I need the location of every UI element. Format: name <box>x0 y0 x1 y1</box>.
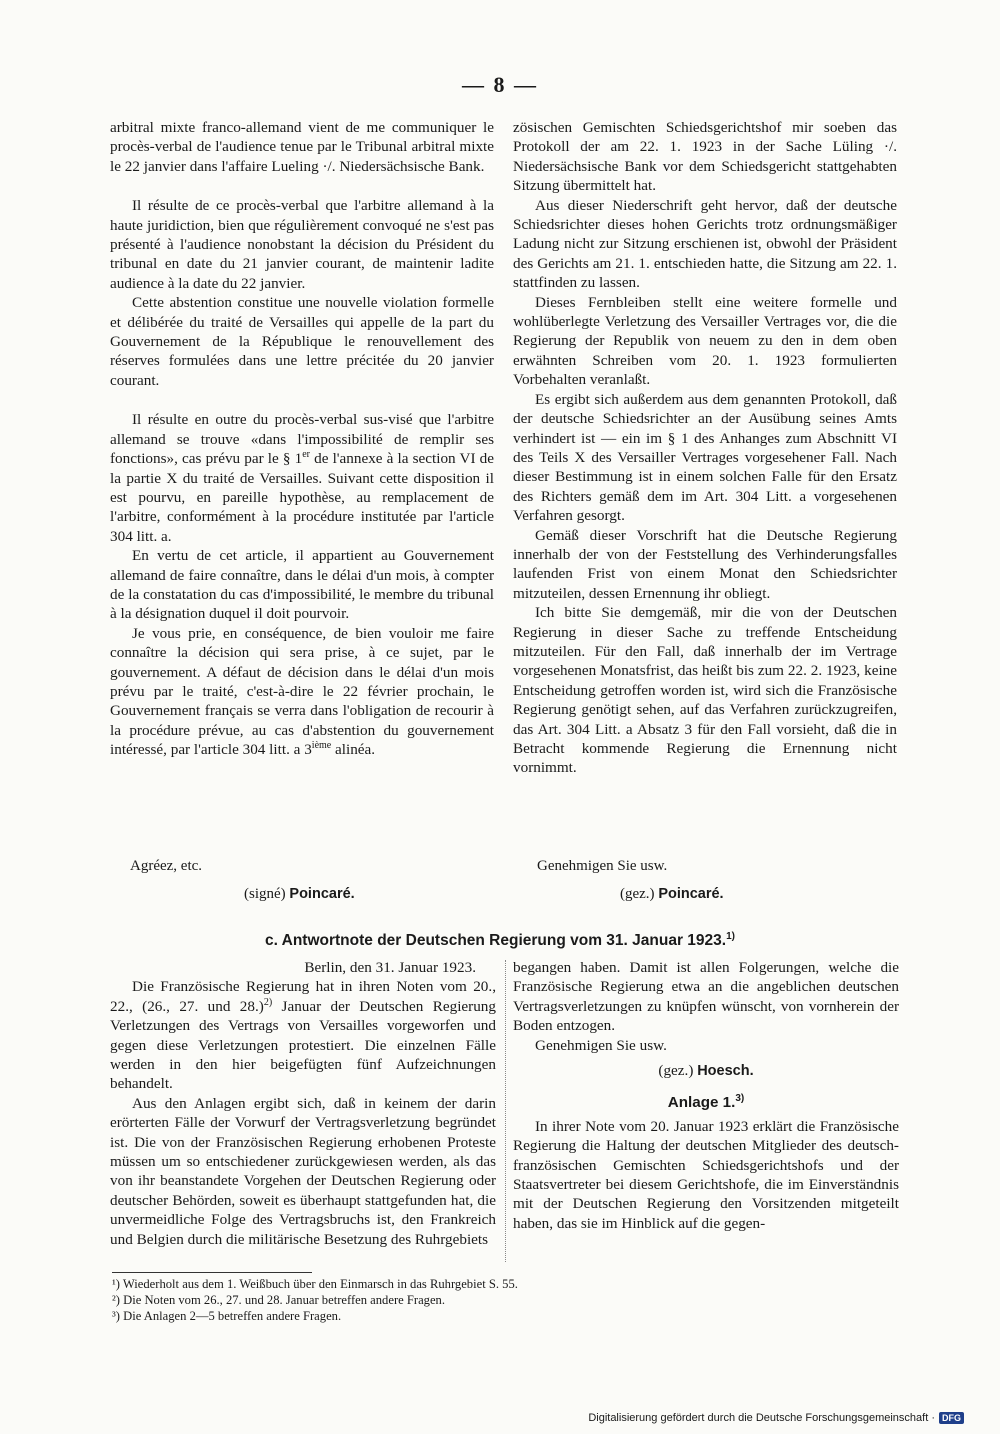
paragraph <box>110 977 496 1093</box>
footnote-rule <box>112 1272 312 1273</box>
footnotes <box>112 1276 812 1324</box>
superscript: er <box>302 449 310 461</box>
footnote <box>112 1308 812 1324</box>
paragraph: Es ergibt sich außerdem aus dem genannten Protokoll, daß der deutsche Schiedsrichter an der Ausübung seines Amts verhindert ist — ein im § 1 des Anhanges zum Abschnitt VI des Teils X des Versailler Vertrages vorgesehener Fall. Nach dieser Bestimmung ist in einem solchen Falle für den Ersatz des Richters gemäß dem im Art. 304 Litt. a vorgesehenen Verfahren gesorgt. <box>513 390 897 525</box>
section-heading <box>0 932 1000 950</box>
paragraph: Aus dieser Niederschrift geht hervor, daß der deutsche Schiedsrichter dieses hohen Gerichts trotz ordnungsmäßiger Ladung nicht zur Sitzung erschienen ist, obwohl der Präsident des Gerichts am 21. 1. entschieden hatte, die Sitzung am 22. 1. stattfinden zu lassen. <box>513 196 897 292</box>
signature-french <box>244 886 355 903</box>
paragraph: Gemäß dieser Vorschrift hat die Deutsche Regierung innerhalb der von der Feststellung des Verhinderungsfalles laufenden Frist von einem Monat den Schiedsrichter mitzuteilen, dessen Ernennung ihr obliegt. <box>513 526 897 602</box>
annex-heading <box>513 1093 899 1112</box>
paragraph: zösischen Gemischten Schiedsgerichtshof mir soeben das Protokoll der am 22. 1. 1923 in der Sache Lüling ·/. Niedersächsische Bank vor dem Schiedsgericht stattgehabten Sitzung übermittelt hat. <box>513 119 897 195</box>
footnote-text: Die Noten vom 26., 27. und 28. Januar betreffen andere Fragen. <box>119 1293 445 1307</box>
footnote-mark: ¹) <box>112 1277 120 1291</box>
text-run: Die Französische Regierung hat in ihren Noten vom 20., 22., (26., 27. und 28.) <box>110 978 496 1015</box>
german-letter-column <box>513 118 897 778</box>
heading-text: c. Antwortnote der Deutschen Regierung vom 31. Januar 1923. <box>264 932 727 949</box>
closing-formula-french: Agréez, etc. <box>130 858 203 874</box>
footnote-ref: 2) <box>263 996 273 1008</box>
signer-name: Hoesch. <box>697 1063 754 1080</box>
signature-prefix: (gez.) <box>620 886 659 902</box>
paragraph: Cette abstention constitue une nouvelle violation formelle et délibérée du traité de Versailles qui appelle de la part du Gouvernement de la République le renouvellement des réserves formulées dans une lettre précitée du 20 janvier courant. <box>110 294 494 389</box>
signature-prefix: (gez.) <box>658 1062 698 1080</box>
text-run: Je vous prie, en conséquence, de bien vouloir me faire connaître la décision qui sera prise, à ce sujet, par le gouvernement. A défaut de décision dans le délai d'un mois prévu par le traité, c'est-à-dire le 22 février prochain, le Gouvernement français se verra dans l'obligation de recourir à la procédure prévue, au cas d'abstention du gouvernement intéressé, par l'article 304 litt. a 3 <box>110 624 494 759</box>
credit-text: Digitalisierung gefördert durch die Deutsche Forschungsgemeinschaft · <box>588 1412 935 1424</box>
paragraph <box>110 624 494 760</box>
text-run: alinéa. <box>331 741 376 759</box>
closing-formula-german: Genehmigen Sie usw. <box>537 858 668 874</box>
dfg-logo-icon: DFG <box>939 1412 964 1424</box>
column-divider <box>505 960 506 1262</box>
paragraph: Ich bitte Sie demgemäß, mir die von der Deutschen Regierung in dieser Sache zu treffende Entscheidung mitzuteilen. Für den Fall, daß innerhalb der im Vertrage vorgesehenen Monatsfrist, das heißt bis zum 22. 2. 1923, keine Entscheidung getroffen worden ist, wird sich die Französische Regierung genötigt sehen, auf das Verfahren zurückzugreifen, das Art. 304 Litt. a Absatz 3 für den Fall vorsieht, daß die in Betracht kommende Regierung die Ernennung nicht vornimmt. <box>513 604 897 777</box>
paragraph: arbitral mixte franco-allemand vient de me communiquer le procès-verbal de l'audience tenue par le Tribunal arbitral mixte le 22 janvier dans l'affaire Lueling ·/. Niedersächsische Bank. <box>110 119 494 175</box>
closing-formula: Genehmigen Sie usw. <box>535 1036 667 1054</box>
footnote-mark: ³) <box>112 1309 120 1323</box>
text-run: Il résulte en outre du procès-verbal sus-visé que l'arbitre allemand se trouve «dans l'impossibilité de remplir ses fonctions», cas prévu par le § 1 <box>110 411 494 468</box>
signature-prefix: (signé) <box>244 886 290 902</box>
footnote-ref: 3) <box>735 1093 745 1105</box>
digitization-credit <box>588 1412 964 1424</box>
french-letter-column <box>110 118 494 760</box>
footnote-text: Die Anlagen 2—5 betreffen andere Fragen. <box>119 1309 342 1323</box>
paragraph: In ihrer Note vom 20. Januar 1923 erklärt die Französische Regierung die Haltung der deutschen Mitglieder des deutsch-französischen Gemischten Schiedsgerichtshofs und der Staatsvertreter bei diesem Gerichtshofe, die im Einverständnis mit der Deutschen Regierung den Vorsitzenden mitgeteilt haben, das sie im Hinblick auf die gegen- <box>513 1117 899 1232</box>
footnote-text: Wiederholt aus dem 1. Weißbuch über den Einmarsch in das Ruhrgebiet S. 55. <box>119 1277 518 1291</box>
signer-name: Poincaré. <box>658 886 724 902</box>
signature-german <box>620 886 724 903</box>
footnote <box>112 1292 812 1308</box>
signer-name: Poincaré. <box>289 886 355 902</box>
paragraph: Aus den Anlagen ergibt sich, daß in keinem der darin erörterten Fälle der Vorwurf der Vertragsverletzung begründet ist. Die von der Französischen Regierung erhobenen Proteste müssen um so entschiedener zurückgewiesen werden, als das von ihr beanstandete Vorgehen der Deutschen Regierung oder deutscher Behörden, soweit es überhaupt stattgefunden hat, die unvermeidliche Folge des Vertragsbruchs ist, den Frankreich und Belgien durch die militärische Besetzung des Ruhrgebiets <box>110 1094 496 1248</box>
text-run: de l'annexe à la section VI de la partie X du traité de Versailles. Suivant cette disposition il est pourvu, en pareille hypothèse, au remplacement de l'arbitre, conformément à la procédure institutée par l'article 304 litt. a. <box>110 450 494 545</box>
reply-note-left-column <box>110 958 496 1249</box>
paragraph <box>110 410 494 546</box>
footnote <box>112 1276 812 1292</box>
footnote-mark: ²) <box>112 1293 120 1307</box>
page-number: — 8 — <box>462 72 538 97</box>
paragraph: En vertu de cet article, il appartient au Gouvernement allemand de faire connaître, dans le délai d'un mois, à compter de la constatation du cas d'impossibilité, le membre du tribunal à la désignation duquel il doit pourvoir. <box>110 547 494 623</box>
text-run: Januar der Deutschen Regierung Verletzungen des Vertrags von Versailles vorgeworfen und gegen diese Verletzungen protestiert. Die einzelnen Fälle werden in den hier beigefügten fünf Aufzeichnungen behandelt. <box>110 997 496 1093</box>
annex-title: Anlage 1. <box>667 1094 736 1112</box>
dateline: Berlin, den 31. Januar 1923. <box>304 959 476 976</box>
paragraph: Dieses Fernbleiben stellt eine weitere formelle und wohlüberlegte Verletzung des Versailler Vertrages vor, die die Regierung der Republik von neuem zu den in dem oben erwähnten Schreiben vom 20. 1. 1923 formulierten Vorbehalten veranlaßt. <box>513 293 897 389</box>
signature <box>513 1061 899 1081</box>
paragraph: Il résulte de ce procès-verbal que l'arbitre allemand à la haute juridiction, bien que régulièrement convoqué ne s'est pas présenté à l'audience nonobstant la décision du Président du tribunal en date du 21 janvier courant, de maintenir ladite audience à la date du 22 janvier. <box>110 197 494 292</box>
footnote-ref: 1) <box>726 930 735 942</box>
superscript: ième <box>311 740 332 752</box>
paragraph: begangen haben. Damit ist allen Folgerungen, welche die Französische Regierung etwa an die angeblichen deutschen Vertragsverletzungen zu knüpfen wünscht, von vornherein der Boden entzogen. <box>513 959 899 1035</box>
reply-note-right-column <box>513 958 899 1233</box>
